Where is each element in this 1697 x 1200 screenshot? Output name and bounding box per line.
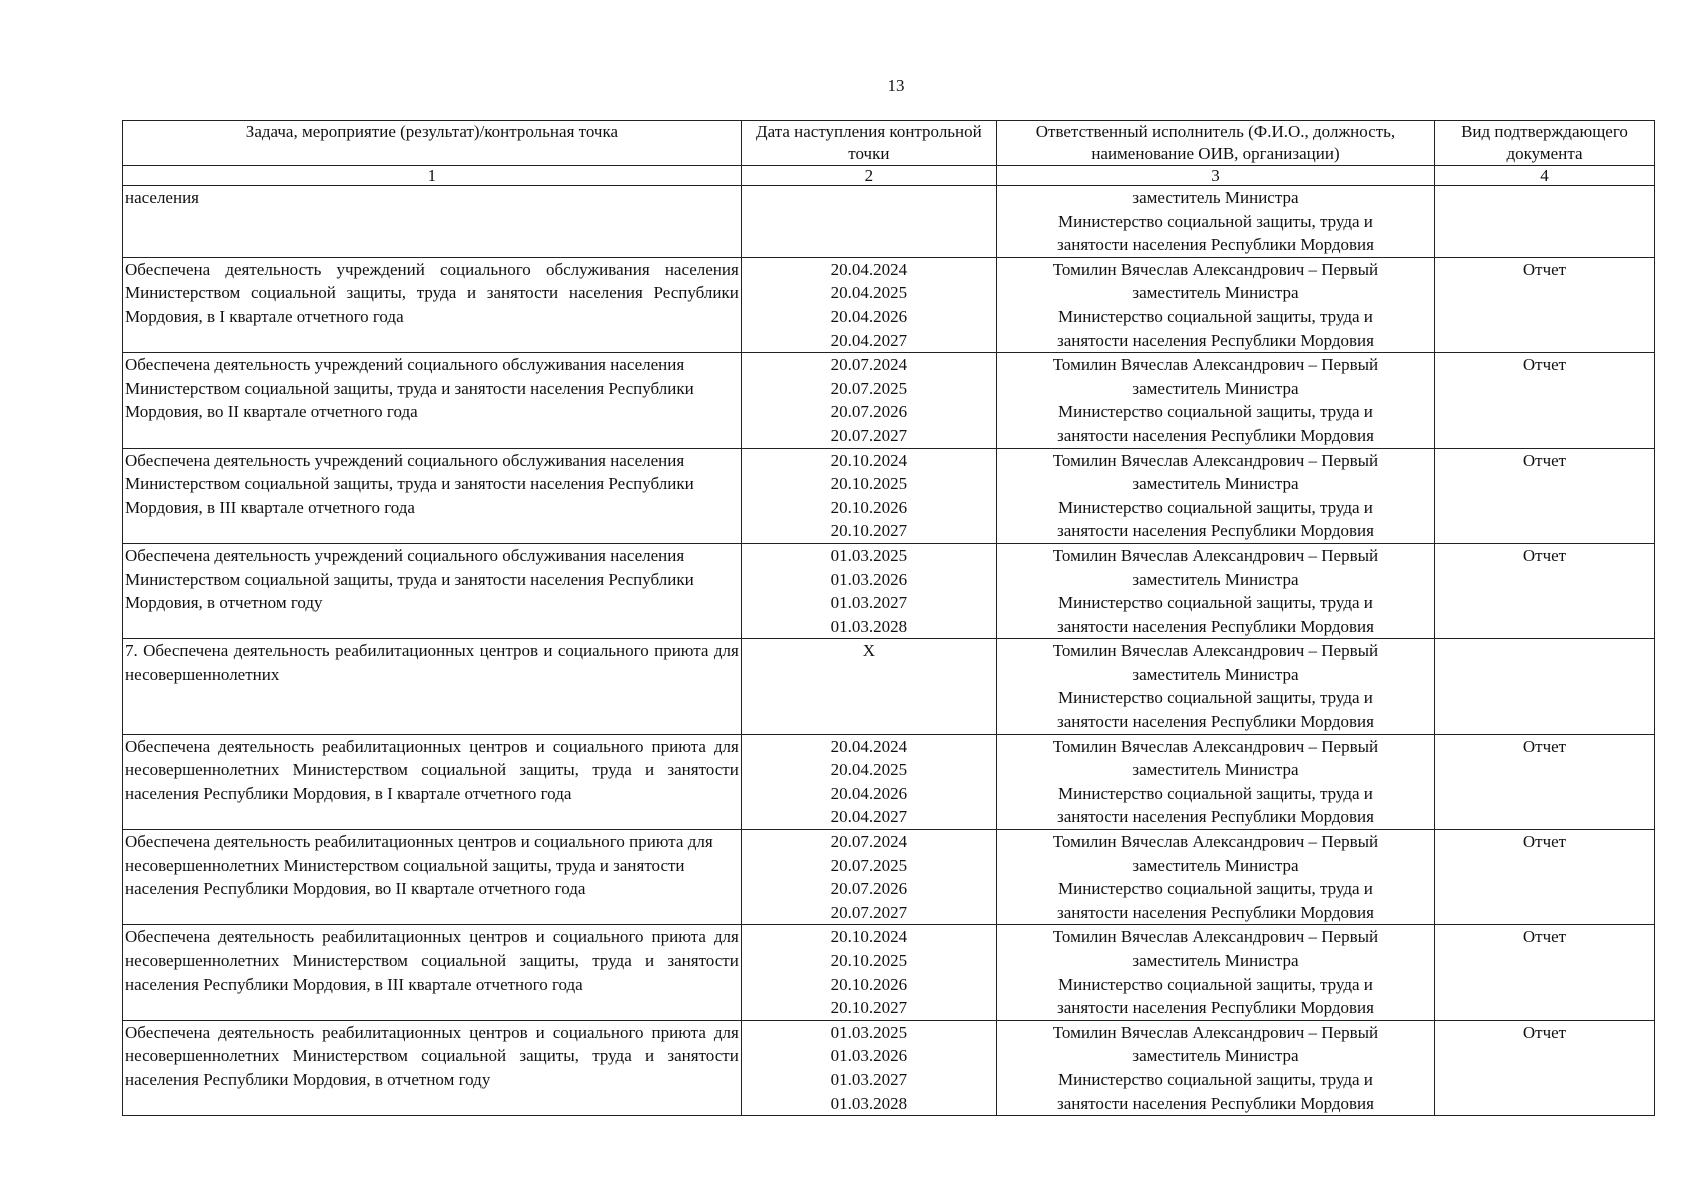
dates-cell: [741, 186, 996, 258]
column-number-row: [123, 166, 1655, 186]
responsible-cell: [996, 257, 1434, 352]
responsible-line: занятости населения Республики Мордовия: [1056, 425, 1374, 445]
document-type-cell: Отчет: [1434, 830, 1654, 925]
document-type-cell: Отчет: [1434, 257, 1654, 352]
dates-cell: [741, 925, 996, 1020]
document-type-cell: [1434, 186, 1654, 258]
table-row: [123, 353, 1655, 448]
control-date: 20.10.2024: [830, 450, 908, 470]
task-cell: Обеспечена деятельность учреждений социального обслуживания населения Министерством социальной защиты, труда и занятости населения Республики Мордовия, в I квартале отчетного года: [123, 257, 742, 352]
responsible-line: Министерство социальной защиты, труда и: [1058, 497, 1373, 517]
responsible-cell: [996, 734, 1434, 829]
task-cell: Обеспечена деятельность учреждений социального обслуживания населения Министерством социальной защиты, труда и занятости населения Республики Мордовия, в отчетном году: [123, 543, 742, 638]
control-date: 20.04.2024: [830, 259, 908, 279]
control-date: 20.10.2025: [830, 951, 908, 970]
responsible-line: занятости населения Республики Мордовия: [1056, 1093, 1374, 1113]
control-points-table: [122, 120, 1655, 1116]
responsible-line: заместитель Министра: [1132, 855, 1299, 875]
responsible-line: занятости населения Республики Мордовия: [1056, 235, 1374, 255]
table-header-row: [123, 121, 1655, 166]
responsible-line: Томилин Вячеслав Александрович – Первый: [1052, 355, 1379, 375]
document-type-cell: Отчет: [1434, 1020, 1654, 1115]
control-date: 20.04.2027: [830, 807, 908, 827]
control-date: 20.10.2026: [830, 974, 908, 994]
responsible-cell: [996, 925, 1434, 1020]
responsible-line: заместитель Министра: [1132, 378, 1299, 398]
responsible-line: занятости населения Республики Мордовия: [1056, 902, 1374, 922]
control-date: 20.10.2027: [830, 998, 908, 1018]
column-number: 3: [996, 166, 1434, 186]
task-cell: населения: [123, 186, 742, 258]
task-cell: Обеспечена деятельность реабилитационных центров и социального приюта для несовершеннолетних Министерством социальной защиты, труда и занятости населения Республики Мордовия, в III квартале отчетного года: [123, 925, 742, 1020]
control-date: 01.03.2028: [830, 1093, 908, 1113]
control-date: 20.04.2026: [830, 306, 908, 326]
dates-cell: [741, 734, 996, 829]
responsible-line: Томилин Вячеслав Александрович – Первый: [1052, 641, 1379, 661]
responsible-line: Министерство социальной защиты, труда и: [1058, 211, 1373, 231]
responsible-line: Томилин Вячеслав Александрович – Первый: [1052, 736, 1379, 756]
control-date: 20.04.2026: [830, 783, 908, 803]
table-row: [123, 925, 1655, 1020]
control-date: 01.03.2026: [830, 1046, 908, 1066]
responsible-line: Томилин Вячеслав Александрович – Первый: [1052, 927, 1379, 947]
control-date: 20.10.2027: [830, 521, 908, 541]
responsible-line: Томилин Вячеслав Александрович – Первый: [1052, 545, 1379, 565]
responsible-line: Министерство социальной защиты, труда и: [1058, 974, 1373, 994]
control-date: 01.03.2025: [830, 1022, 908, 1042]
table-row: [123, 543, 1655, 638]
page-number: 13: [887, 76, 905, 95]
responsible-line: Министерство социальной защиты, труда и: [1058, 306, 1373, 326]
responsible-line: занятости населения Республики Мордовия: [1056, 330, 1374, 350]
responsible-cell: [996, 353, 1434, 448]
control-date: 01.03.2025: [830, 545, 908, 565]
dates-cell: [741, 830, 996, 925]
column-number: 2: [741, 166, 996, 186]
control-date: 01.03.2028: [830, 616, 908, 636]
table-row: [123, 734, 1655, 829]
document-type-cell: Отчет: [1434, 543, 1654, 638]
responsible-line: Министерство социальной защиты, труда и: [1058, 688, 1373, 708]
responsible-line: Министерство социальной защиты, труда и: [1058, 783, 1373, 803]
control-date: 20.07.2024: [830, 355, 908, 375]
responsible-cell: [996, 830, 1434, 925]
responsible-line: заместитель Министра: [1132, 569, 1299, 589]
document-type-cell: Отчет: [1434, 734, 1654, 829]
table-row: [123, 1020, 1655, 1115]
responsible-line: заместитель Министра: [1132, 664, 1299, 684]
responsible-line: заместитель Министра: [1132, 283, 1299, 303]
control-date: 20.07.2026: [830, 402, 908, 422]
dates-cell: [741, 448, 996, 543]
responsible-line: Министерство социальной защиты, труда и: [1058, 879, 1373, 899]
document-type-cell: Отчет: [1434, 353, 1654, 448]
task-cell: 7. Обеспечена деятельность реабилитационных центров и социального приюта для несовершеннолетних: [123, 639, 742, 734]
responsible-cell: [996, 1020, 1434, 1115]
control-date: 20.10.2026: [830, 497, 908, 517]
responsible-line: занятости населения Республики Мордовия: [1056, 712, 1374, 732]
table-row: [123, 257, 1655, 352]
task-cell: Обеспечена деятельность реабилитационных центров и социального приюта для несовершеннолетних Министерством социальной защиты, труда и занятости населения Республики Мордовия, во II квартале отчетного года: [123, 830, 742, 925]
table-row: [123, 639, 1655, 734]
column-number: 1: [123, 166, 742, 186]
control-date: 20.04.2024: [830, 736, 908, 756]
control-date: 20.07.2026: [830, 879, 908, 899]
control-date: 20.04.2025: [830, 760, 908, 780]
document-type-cell: Отчет: [1434, 448, 1654, 543]
responsible-line: заместитель Министра: [1132, 951, 1299, 970]
responsible-line: занятости населения Республики Мордовия: [1056, 616, 1374, 636]
control-date: 20.04.2025: [830, 283, 908, 303]
responsible-line: Министерство социальной защиты, труда и: [1058, 402, 1373, 422]
responsible-line: Томилин Вячеслав Александрович – Первый: [1052, 832, 1379, 852]
control-date: 01.03.2026: [830, 569, 908, 589]
table-row: [123, 448, 1655, 543]
responsible-line: заместитель Министра: [1132, 760, 1299, 780]
responsible-line: заместитель Министра: [1132, 188, 1299, 207]
document-type-cell: Отчет: [1434, 925, 1654, 1020]
task-cell: Обеспечена деятельность учреждений социального обслуживания населения Министерством социальной защиты, труда и занятости населения Республики Мордовия, во II квартале отчетного года: [123, 353, 742, 448]
control-date: 20.10.2024: [830, 927, 908, 947]
table-row: [123, 186, 1655, 258]
control-date: 20.10.2025: [830, 474, 908, 494]
responsible-line: Томилин Вячеслав Александрович – Первый: [1052, 450, 1379, 470]
header-document: Вид подтверждающего документа: [1434, 121, 1654, 166]
control-date: 20.07.2027: [830, 902, 908, 922]
task-cell: Обеспечена деятельность реабилитационных центров и социального приюта для несовершеннолетних Министерством социальной защиты, труда и занятости населения Республики Мордовия, в I квартале отчетного года: [123, 734, 742, 829]
responsible-cell: [996, 639, 1434, 734]
responsible-line: занятости населения Республики Мордовия: [1056, 807, 1374, 827]
control-date: 20.07.2024: [830, 832, 908, 852]
responsible-cell: [996, 448, 1434, 543]
dates-cell: [741, 1020, 996, 1115]
dates-cell: [741, 639, 996, 734]
responsible-line: занятости населения Республики Мордовия: [1056, 998, 1374, 1018]
header-date: Дата наступления контрольной точки: [741, 121, 996, 166]
responsible-cell: [996, 543, 1434, 638]
dates-cell: [741, 257, 996, 352]
responsible-line: заместитель Министра: [1132, 474, 1299, 494]
control-date: 20.07.2025: [830, 378, 908, 398]
responsible-line: Томилин Вячеслав Александрович – Первый: [1052, 1022, 1379, 1042]
responsible-line: Томилин Вячеслав Александрович – Первый: [1052, 259, 1379, 279]
control-date: Х: [862, 641, 876, 661]
dates-cell: [741, 353, 996, 448]
control-date: 01.03.2027: [830, 1069, 908, 1089]
header-task: Задача, мероприятие (результат)/контрольная точка: [123, 121, 742, 166]
responsible-line: занятости населения Республики Мордовия: [1056, 521, 1374, 541]
table-row: [123, 830, 1655, 925]
responsible-line: Министерство социальной защиты, труда и: [1058, 1069, 1373, 1089]
control-date: 20.07.2027: [830, 425, 908, 445]
task-cell: Обеспечена деятельность реабилитационных центров и социального приюта для несовершеннолетних Министерством социальной защиты, труда и занятости населения Республики Мордовия, в отчетном году: [123, 1020, 742, 1115]
column-number: 4: [1434, 166, 1654, 186]
responsible-line: Министерство социальной защиты, труда и: [1058, 593, 1373, 613]
control-date: 01.03.2027: [830, 593, 908, 613]
control-date: 20.07.2025: [830, 855, 908, 875]
task-cell: Обеспечена деятельность учреждений социального обслуживания населения Министерством социальной защиты, труда и занятости населения Республики Мордовия, в III квартале отчетного года: [123, 448, 742, 543]
document-type-cell: [1434, 639, 1654, 734]
responsible-cell: [996, 186, 1434, 258]
responsible-line: заместитель Министра: [1132, 1046, 1299, 1066]
dates-cell: [741, 543, 996, 638]
control-date: 20.04.2027: [830, 330, 908, 350]
header-responsible: Ответственный исполнитель (Ф.И.О., должность, наименование ОИВ, организации): [996, 121, 1434, 166]
